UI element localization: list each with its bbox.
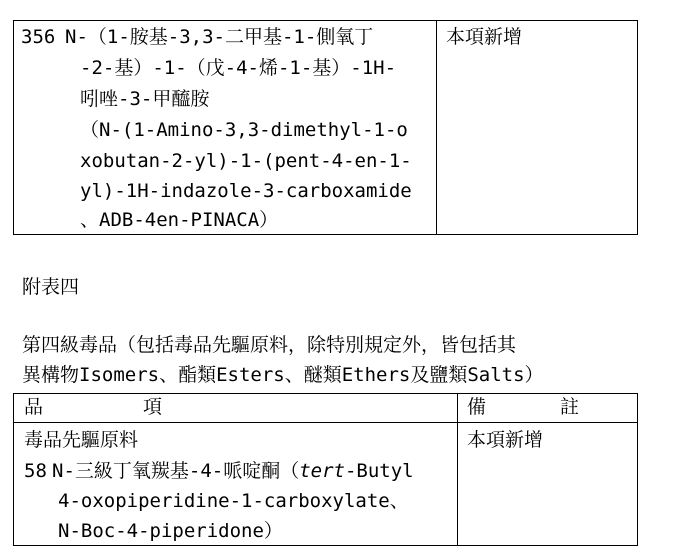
entry-name-line-4: （N-(1-Amino-3,3-dimethyl-1-o (80, 119, 408, 141)
table-row (14, 423, 638, 546)
entry-name-line-1-italic: tert (299, 460, 345, 482)
section-label: 毒品先驅原料 (24, 429, 139, 451)
entry-name-line-7: 、ADB-4en-PINACA） (80, 209, 279, 231)
note-cell (437, 21, 638, 235)
item-cell (14, 21, 437, 235)
header-note-label-2: 註 (560, 396, 580, 418)
entry-name-line-1-suffix: -Butyl (344, 460, 414, 482)
table-row (14, 21, 638, 235)
table-header-row (14, 394, 638, 423)
table-1 (13, 20, 638, 235)
entry-name-line-1: N-（1-胺基-3,3-二甲基-1-側氧丁 (65, 26, 374, 48)
entry-name-line-5: xobutan-2-yl)-1-(pent-4-en-1- (80, 150, 412, 172)
table-2 (13, 393, 638, 546)
entry-name-line-3: N-Boc-4-piperidone） (58, 520, 283, 542)
note-text: 本項新增 (467, 429, 544, 451)
entry-name-line-1 (52, 456, 414, 486)
schedule-heading-line-1: 第四級毒品（包括毒品先驅原料，除特別規定外，皆包括其 (22, 334, 517, 356)
header-item-label: 品 (24, 396, 44, 418)
entry-name-line-2: -2-基）-1-（戊-4-烯-1-基）-1H- (80, 57, 397, 79)
entry-number: 58 (24, 460, 47, 482)
header-note-cell (458, 394, 638, 423)
appendix-title: 附表四 (22, 276, 80, 298)
header-item-cell (14, 394, 458, 423)
item-cell (14, 423, 458, 546)
entry-name-line-2: 4-oxopiperidine-1-carboxylate、 (58, 490, 409, 512)
entry-number: 356 (21, 26, 56, 48)
entry-name-line-6: yl)-1H-indazole-3-carboxamide (80, 180, 412, 202)
note-text: 本項新增 (446, 26, 523, 48)
schedule-heading-line-2: 異構物Isomers、酯類Esters、醚類Ethers及鹽類Salts） (22, 364, 544, 386)
entry-name-line-1-prefix: N-三級丁氧羰基-4-哌啶酮（ (52, 460, 300, 482)
header-item-label-2: 項 (143, 396, 163, 418)
entry-name-line-3: 吲唑-3-甲醯胺 (80, 88, 210, 110)
header-note-label: 備 (467, 396, 487, 418)
note-cell (458, 423, 638, 546)
